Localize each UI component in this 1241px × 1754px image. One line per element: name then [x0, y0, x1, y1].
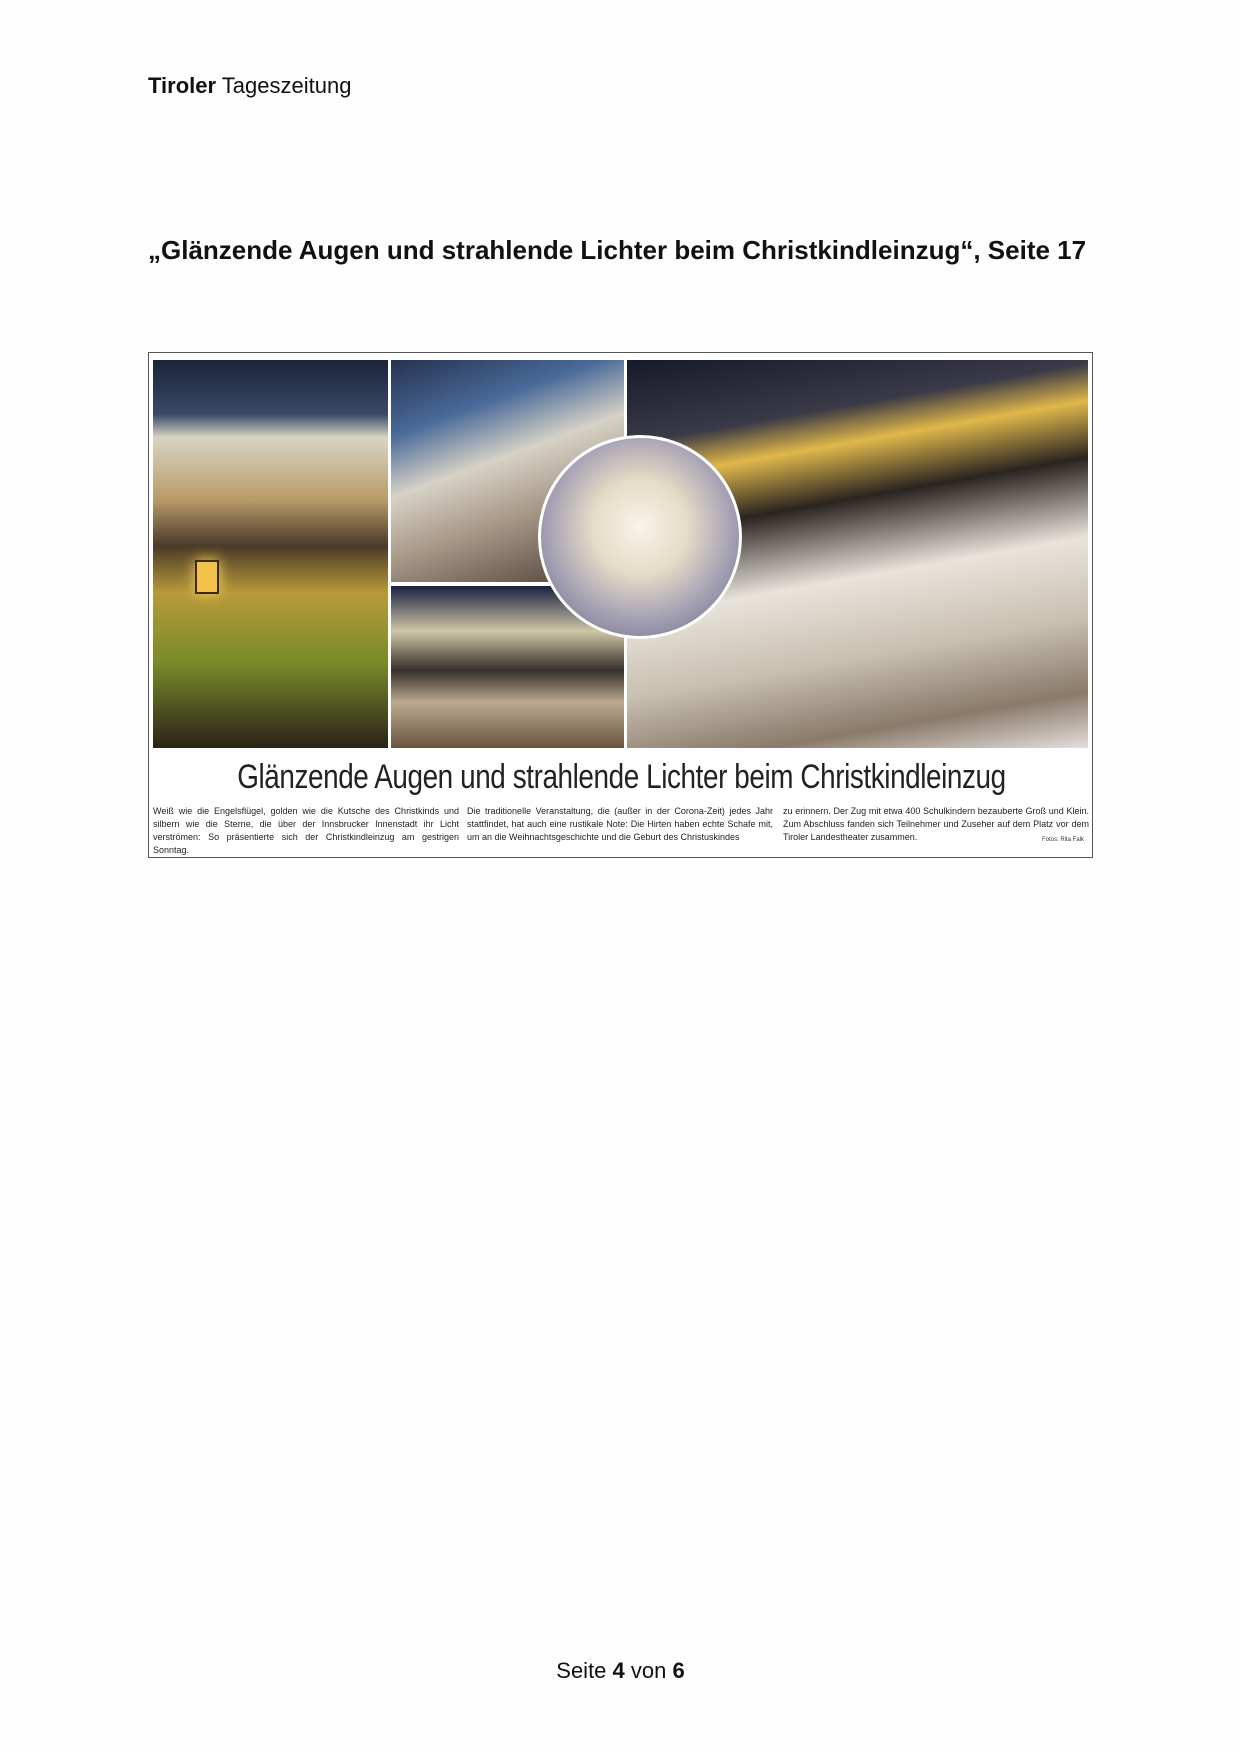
photo-christkind-circle [538, 435, 742, 639]
caption-column-2: Die traditionelle Veranstaltung, die (außer in der Corona-Zeit) jedes Jahr stattfindet, hat auch eine rustikale Note: Die Hirten haben echte Schafe mit, um an die Weihnachtsgeschichte und die Geburt des Christuskindes [467, 806, 773, 842]
clipping-title: Glänzende Augen und strahlende Lichter beim Christkindleinzug [237, 758, 1006, 796]
page-total: 6 [672, 1658, 685, 1683]
article-headline: „Glänzende Augen und strahlende Lichter beim Christkindleinzug“, Seite 17 [148, 235, 1087, 265]
photo-procession-lanterns [153, 360, 388, 748]
page-middle: von [624, 1658, 673, 1683]
photo-credit: Fotos: Rita Falk [1041, 837, 1084, 843]
newspaper-clipping [148, 352, 1093, 858]
newspaper-name [148, 73, 351, 99]
caption-column-3: zu erinnern. Der Zug mit etwa 400 Schulkindern bezauberte Groß und Klein. Zum Abschluss fanden sich Teilnehmer und Zuseher auf dem Platz vor dem Tiroler Landestheater zusammen. [783, 806, 1089, 842]
caption-column-1: Weiß wie die Engelsflügel, golden wie die Kutsche des Christkinds und silbern wie die Sterne, die über der Innsbrucker Innenstadt ihr Licht verströmen: So präsentierte sich der Christkindleinzug am gestrigen Sonntag. [153, 806, 459, 855]
newspaper-name-rest: Tageszeitung [216, 73, 352, 98]
photo-collage [153, 360, 1088, 748]
page-number [0, 1658, 1241, 1684]
newspaper-name-bold: Tiroler [148, 73, 217, 98]
page-prefix: Seite [556, 1658, 613, 1683]
page-current: 4 [612, 1658, 625, 1683]
lantern-icon [195, 560, 219, 594]
